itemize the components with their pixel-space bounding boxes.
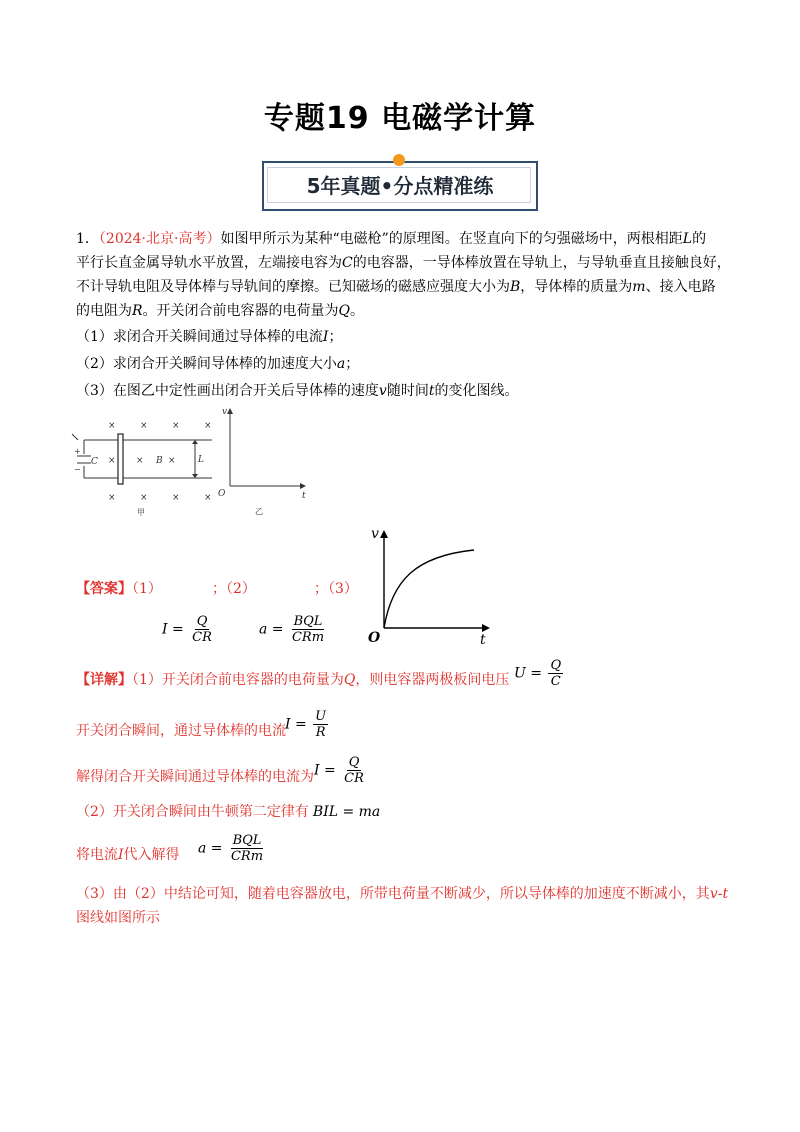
question-text: 的变化图线。 — [434, 383, 519, 399]
fraction-numerator: U — [315, 709, 327, 724]
field-cross: × — [108, 456, 116, 466]
figure-yi-label: 乙 — [255, 507, 263, 516]
var-C: C — [342, 255, 353, 271]
origin-label: O — [218, 489, 226, 499]
field-cross: × — [140, 493, 148, 503]
answer-formula-1 — [162, 614, 216, 645]
fraction — [290, 614, 326, 645]
fraction-numerator: BQL — [232, 833, 262, 848]
field-cross: × — [204, 493, 212, 503]
fraction — [548, 658, 563, 689]
var-Q: Q — [343, 672, 356, 688]
fraction-numerator: Q — [196, 614, 208, 629]
question-text: 、接入电路 — [645, 279, 716, 295]
var-v: v — [378, 383, 387, 399]
explain-text: 将电流 — [76, 847, 118, 863]
section-banner — [262, 161, 538, 211]
answer-vt-graph — [360, 520, 500, 648]
formula-lhs: I = — [314, 762, 336, 779]
question-line-1 — [76, 227, 736, 251]
answer-formula-2 — [259, 614, 328, 645]
fraction-denominator: R — [315, 725, 326, 740]
fraction-denominator: C — [550, 674, 561, 689]
conductor-bar — [118, 434, 123, 484]
question-number: 1． — [76, 231, 99, 247]
question-line-3 — [76, 275, 736, 299]
explain-text: 开关闭合瞬间，通过导体棒的电流 — [76, 723, 286, 739]
fraction-denominator: CR — [192, 630, 212, 645]
velocity-curve — [384, 550, 474, 628]
fraction-numerator: Q — [550, 658, 562, 673]
explain-text: ，则电容器两极板间电压 — [355, 672, 510, 688]
minus-sign: − — [74, 465, 81, 474]
question-text: 平行长直金属导轨水平放置，左端接电容为 — [76, 255, 342, 271]
graph-t-label: t — [480, 632, 486, 648]
fraction-numerator: Q — [348, 755, 360, 770]
field-cross: × — [168, 456, 176, 466]
answer-separator-1: ；（2） — [212, 581, 256, 597]
var-I: I — [118, 847, 124, 863]
page-title: 专题19 电磁学计算 — [263, 101, 537, 136]
figure-jia-label: 甲 — [137, 508, 145, 517]
figure-rail-gun — [68, 404, 318, 522]
explain-line-6 — [76, 882, 736, 906]
fraction-numerator: BQL — [293, 614, 323, 629]
var-a: a — [336, 356, 346, 372]
explain-text: 代入解得 — [123, 847, 180, 863]
capacitor-label: C — [91, 457, 98, 467]
formula-lhs: U = — [514, 665, 542, 682]
explain-line-3 — [76, 762, 736, 789]
var-Q: Q — [338, 303, 351, 319]
fraction-denominator: CR — [344, 771, 364, 786]
newton-equation: BIL = ma — [312, 804, 381, 820]
question-text: ； — [345, 356, 360, 372]
var-t: t — [428, 383, 435, 399]
question-text: （2）求闭合开关瞬间导体棒的加速度大小 — [76, 356, 337, 372]
question-text: 。 — [350, 303, 365, 319]
rail-distance-label: L — [198, 455, 204, 465]
question-text: 不计导轨电阻及导体棒与导轨间的摩擦。已知磁场的磁感应强度大小为 — [76, 279, 510, 295]
field-cross: × — [204, 421, 212, 431]
question-text: 。开关闭合前电容器的电荷量为 — [142, 303, 339, 319]
explain-text: （3）由（2）中结论可知，随着电容器放电，所带电荷量不断减少，所以导体棒的加速度不断减小，其 — [76, 886, 710, 902]
var-m: m — [632, 279, 646, 295]
explain-formula-5 — [198, 833, 267, 864]
field-cross: × — [108, 421, 116, 431]
answer-line — [76, 577, 162, 601]
sub-question-3 — [76, 379, 736, 403]
question-text: 的电容器，一导体棒放置在导轨上，与导轨垂直且接触良好， — [352, 255, 731, 271]
formula-lhs: a = — [259, 621, 284, 638]
question-line-4 — [76, 299, 736, 323]
explain-formula-2 — [285, 709, 330, 740]
answer-part-1: （1） — [132, 581, 162, 597]
field-label: B — [156, 456, 163, 466]
formula-lhs: I = — [162, 621, 184, 638]
axis-v-label: v — [222, 407, 228, 417]
explain-line-7 — [76, 906, 736, 930]
question-text: ； — [328, 329, 343, 345]
question-text: 如图甲所示为某种“电磁枪”的原理图。在竖直向下的匀强磁场中，两根相距 — [220, 231, 683, 247]
fraction-denominator: CRm — [291, 630, 325, 645]
answer-separator-2: ；（3） — [314, 581, 358, 597]
explain-formula-3 — [314, 755, 368, 786]
explain-text: （1）开关闭合前电容器的电荷量为 — [132, 672, 344, 688]
field-cross: × — [172, 421, 180, 431]
field-cross: × — [172, 493, 180, 503]
explain-line-4 — [76, 800, 736, 824]
formula-lhs: a = — [198, 840, 223, 857]
question-text: 的电阻为 — [76, 303, 132, 319]
explain-formula-1 — [514, 658, 565, 689]
field-cross: × — [108, 493, 116, 503]
question-text: ，导体棒的质量为 — [520, 279, 633, 295]
fraction — [313, 709, 328, 740]
var-I: I — [322, 329, 329, 345]
axis-t-label: t — [302, 491, 306, 501]
explain-tag: 【详解】 — [76, 672, 132, 688]
graph-origin-label: O — [368, 630, 381, 646]
question-text: 随时间 — [386, 383, 429, 399]
graph-v-label: v — [371, 526, 379, 542]
fraction — [342, 755, 366, 786]
question-text: （1）求闭合开关瞬间通过导体棒的电流 — [76, 329, 323, 345]
explain-line-1 — [76, 665, 736, 692]
question-source: （2024·北京·高考） — [98, 231, 221, 247]
fraction-denominator: CRm — [230, 849, 264, 864]
explain-text: 解得闭合开关瞬间通过导体棒的电流为 — [76, 769, 314, 785]
field-cross: × — [136, 456, 144, 466]
vt-label: v-t — [709, 886, 729, 902]
question-text: （3）在图乙中定性画出闭合开关后导体棒的速度 — [76, 383, 379, 399]
fraction — [229, 833, 265, 864]
answer-tag: 【答案】 — [76, 581, 132, 597]
question-line-2 — [76, 251, 736, 275]
explain-text: （2）开关闭合瞬间由牛顿第二定律有 — [76, 804, 309, 820]
plus-sign: + — [74, 447, 81, 456]
question-text: 的 — [692, 231, 707, 247]
explain-line-2 — [76, 716, 736, 743]
banner-dot-icon — [393, 154, 405, 166]
formula-lhs: I = — [285, 716, 307, 733]
banner-text: 5年真题•分点精准练 — [306, 174, 494, 198]
var-L: L — [682, 231, 693, 247]
sub-question-2 — [76, 352, 736, 376]
var-B: B — [510, 279, 521, 295]
sub-question-1 — [76, 325, 736, 349]
var-R: R — [132, 303, 143, 319]
fraction — [190, 614, 214, 645]
field-cross: × — [140, 421, 148, 431]
explain-text: 图线如图所示 — [76, 910, 160, 926]
